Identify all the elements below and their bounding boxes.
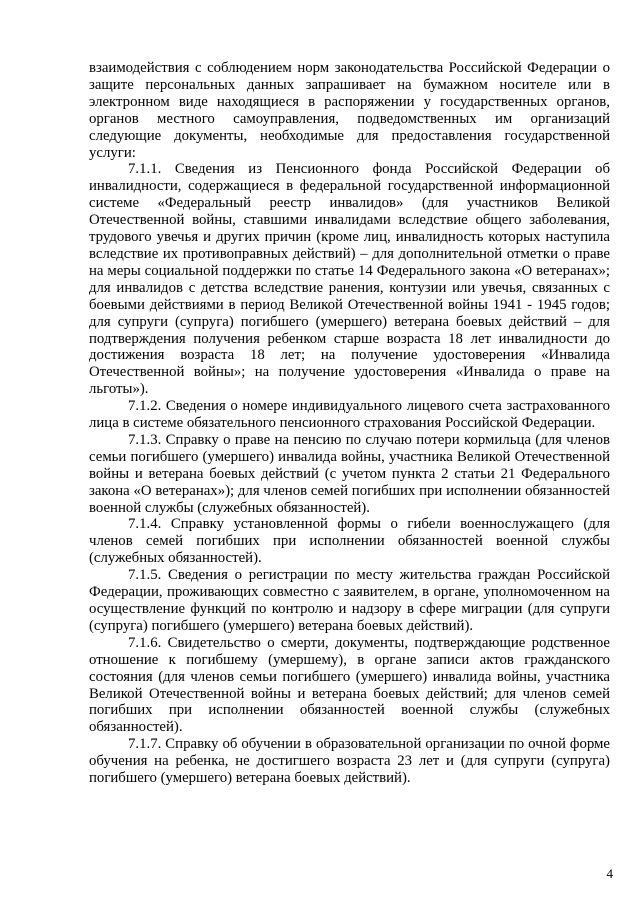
document-body	[89, 60, 610, 787]
intro-paragraph: взаимодействия с соблюдением норм законодательства Российской Федерации о защите персональных данных запрашивает на бумажном носителе или в электронном виде находящиеся в распоряжении у государственных органов, органов местного самоуправления, подведомственных им организаций следующие документы, необходимые для предоставления государственной услуги:	[89, 60, 610, 161]
paragraph-7-1-3: 7.1.3. Справку о праве на пенсию по случаю потери кормильца (для членов семьи погибшего (умершего) инвалида войны, участника Великой Отечественной войны и ветерана боевых действий (с учетом пункта 2 статьи 21 Федерального закона «О ветеранах»); для членов семей погибших при исполнении обязанностей военной службы (служебных обязанностей).	[89, 431, 610, 516]
paragraph-7-1-4: 7.1.4. Справку установленной формы о гибели военнослужащего (для членов семей погибших при исполнении обязанностей военной службы (служебных обязанностей).	[89, 516, 610, 567]
paragraph-7-1-7: 7.1.7. Справку об обучении в образовательной организации по очной форме обучения на ребенка, не достигшего возраста 23 лет и (для супруги (супруга) погибшего (умершего) ветерана боевых действий).	[89, 736, 610, 787]
paragraph-7-1-2: 7.1.2. Сведения о номере индивидуального лицевого счета застрахованного лица в системе обязательного пенсионного страхования Российской Федерации.	[89, 398, 610, 432]
paragraph-7-1-6: 7.1.6. Свидетельство о смерти, документы, подтверждающие родственное отношение к погибшему (умершему), в органе записи актов гражданского состояния (для членов семьи погибшего (умершего) инвалида войны, участника Великой Отечественной войны и ветерана боевых действий; для членов семей погибших при исполнении обязанностей военной службы (служебных обязанностей).	[89, 634, 610, 736]
page-number: 4	[606, 866, 613, 881]
paragraph-7-1-5: 7.1.5. Сведения о регистрации по месту жительства граждан Российской Федерации, проживающих совместно с заявителем, в органе, уполномоченном на осуществление функций по контролю и надзору в сфере миграции (для супруги (супруга) погибшего (умершего) ветерана боевых действий).	[89, 567, 610, 634]
paragraph-7-1-1: 7.1.1. Сведения из Пенсионного фонда Российской Федерации об инвалидности, содержащиеся в федеральной государственной информационной системе «Федеральный реестр инвалидов» (для участников Великой Отечественной войны, ставшими инвалидами вследствие общего заболевания, трудового увечья и других причин (кроме лиц, инвалидность которых наступила вследствие их противоправных действий) – для дополнительной отметки о праве на меры социальной поддержки по статье 14 Федерального закона «О ветеранах»; для инвалидов с детства вследствие ранения, контузии или увечья, связанных с боевыми действиями в период Великой Отечественной войны 1941 - 1945 годов; для супруги (супруга) погибшего (умершего) ветерана боевых действий – для подтверждения получения ребенком старше возраста 18 лет инвалидности до достижения возраста 18 лет; на получение удостоверения «Инвалида Отечественной войны»; на получение удостоверения «Инвалида о праве на льготы»).	[89, 161, 610, 398]
